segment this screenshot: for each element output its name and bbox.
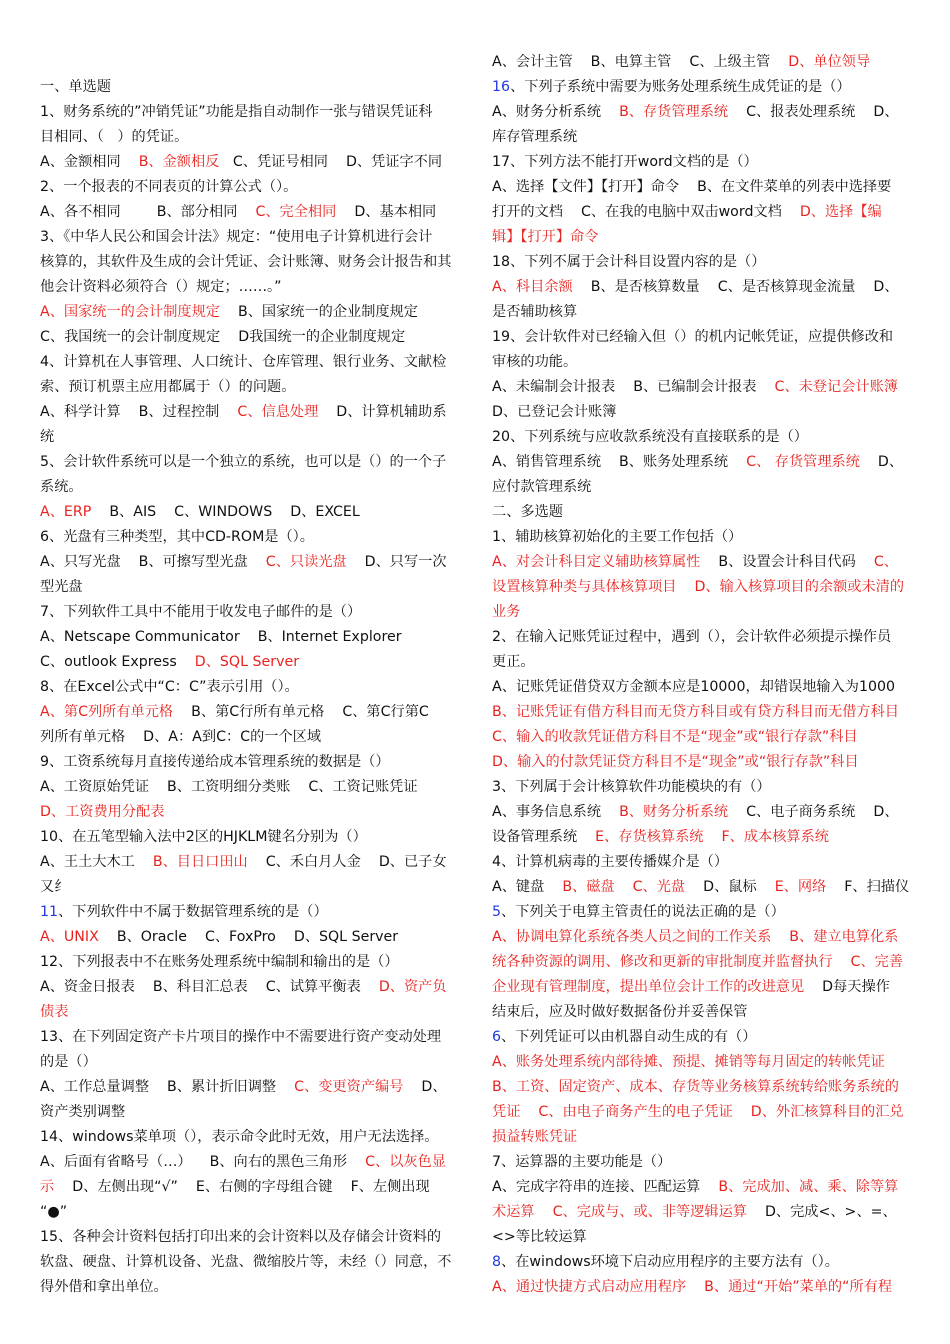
text-line [40,1050,460,1075]
text-line [40,300,460,325]
answer-text: B、存货管理系统 [619,104,729,120]
answer-text: C、以灰色显 [365,1154,446,1170]
question-text: 5、会计软件系统可以是一个独立的系统，也可以是（）的一个子 [40,454,447,470]
question-text: 审核的功能。 [492,354,578,370]
text-line [492,1000,912,1025]
question-text: 型光盘 [40,579,83,595]
question-text: 1、辅助核算初始化的主要工作包括（） [492,529,743,545]
text-line [492,150,912,175]
text-line [492,650,912,675]
text-line [492,175,912,200]
answer-text: B、磁盘 C、光盘 [562,879,686,895]
question-text: D、已登记会计账簿 [492,404,617,420]
text-line [492,1125,912,1150]
text-line [40,525,460,550]
answer-text: A、账务处理系统内部待摊、预提、摊销等每月固定的转帐凭证 [492,1054,885,1070]
answer-text: D、工资费用分配表 [40,804,165,820]
text-line [40,200,460,225]
question-text: 14、windows菜单项（），表示命令此时无效，用户无法选择。 [40,1129,439,1145]
answer-text: A、UNIX [40,929,99,945]
text-line [492,400,912,425]
text-line [40,1175,460,1200]
text-line [40,900,460,925]
question-text: 6、光盘有三种类型，其中CD-ROM是（）。 [40,529,314,545]
question-text: 9、工资系统每月直接传递给成本管理系统的数据是（） [40,754,390,770]
question-text: D、完成<、>、=、 [746,1204,897,1220]
text-line [40,1125,460,1150]
answer-text: 企业现有管理制度，提出单位会计工作的改进意见 [492,979,805,995]
answer-text: A、对会计科目定义辅助核算属性 [492,554,701,570]
question-text: 2、在输入记账凭证过程中，遇到（），会计软件必须提示操作员 [492,629,892,645]
answer-text: A、第C列所有单元格 [40,704,174,720]
question-number: 6 [492,1029,502,1045]
text-line [40,500,460,525]
text-line [40,1225,460,1250]
question-text: 15、各种会计资料包括打印出来的会计资料以及存储会计资料的 [40,1229,442,1245]
question-text: 统 [40,429,55,445]
question-text: A、资金日报表 B、科目汇总表 C、试算平衡表 [40,979,379,995]
question-text: A、会计主管 B、电算主管 C、上级主管 [492,54,789,70]
text-line [40,75,460,100]
question-text: C、凭证号相同 D、凭证字不同 [219,154,443,170]
text-line [492,575,912,600]
text-line [40,175,460,200]
text-line [492,200,912,225]
question-text: 核算的，其软件及生成的会计凭证、会计账簿、财务会计报告和其 [40,254,452,270]
question-text: A、事务信息系统 [492,804,620,820]
text-line [492,1075,912,1100]
answer-text: 辑】【打开】命令 [492,229,599,245]
text-line [492,1175,912,1200]
text-line [40,725,460,750]
answer-text: B、金额相反 [138,154,220,170]
text-line [492,125,912,150]
text-line [40,875,460,900]
answer-text: E、存货核算系统 F、成本核算系统 [595,829,829,845]
answer-text: D、输入的付款凭证贷方科目不是“现金”或“银行存款”科目 [492,754,859,770]
text-line [40,100,460,125]
question-text: 、下列关于电算主管责任的说法正确的是（） [501,904,785,920]
answer-text: 债表 [40,1004,69,1020]
question-text: A、记账凭证借贷双方金额本应是10000，却错误地输入为1000 [492,679,896,695]
text-line [492,875,912,900]
text-line [492,525,912,550]
text-line [492,1250,912,1275]
text-line [492,450,912,475]
text-line [492,750,912,775]
question-text: “●” [40,1204,68,1220]
question-text: 10、在五笔型输入法中2区的HJKLM键名分别为（） [40,829,367,845]
text-line [492,475,912,500]
question-text: A、未编制会计报表 B、已编制会计报表 [492,379,775,395]
text-line [40,950,460,975]
text-line [492,900,912,925]
question-text: 更正。 [492,654,535,670]
question-text: D、计算机辅助系 [318,404,447,420]
question-text: A、销售管理系统 B、账务处理系统 [492,454,747,470]
question-text: 19、会计软件对已经输入但（）的机内记帐凭证，应提供修改和 [492,329,894,345]
text-line [492,275,912,300]
question-text: <>等比较运算 [492,1229,587,1245]
answer-text: C、只读光盘 [265,554,347,570]
question-text: 7、下列软件工具中不能用于收发电子邮件的是（） [40,604,362,620]
question-text: B、是否核算数量 C、是否核算现金流量 D、 [572,279,899,295]
text-line [492,225,912,250]
text-line [492,1100,912,1125]
question-text: D、左侧出现“√” E、右侧的字母组合键 F、左侧出现 [54,1179,430,1195]
text-line [492,700,912,725]
text-line [492,1025,912,1050]
text-line [40,625,460,650]
text-line [40,1250,460,1275]
question-text: A、后面有省略号（…） B、向右的黑色三角形 [40,1154,366,1170]
question-text: A、只写光盘 B、可擦写型光盘 [40,554,266,570]
question-text: C、报表处理系统 D、 [728,104,899,120]
text-line [492,550,912,575]
question-text: 3、《中华人民公和国会计法》规定：“使用电子计算机进行会计 [40,229,433,245]
question-text: A、王土大木工 [40,854,153,870]
answer-text: B、目日口田山 [152,854,248,870]
question-text: 13、在下列固定资产卡片项目的操作中不需要进行资产变动处理 [40,1029,442,1045]
answer-text: D、单位领导 [788,54,871,70]
question-text: D、只写一次 [346,554,447,570]
question-text: 12、下列报表中不在账务处理系统中编制和输出的是（） [40,954,399,970]
question-text: 的是（） [40,1054,97,1070]
answer-text: C、 [873,554,898,570]
text-line [40,675,460,700]
question-text: A、完成字符串的连接、匹配运算 [492,1179,719,1195]
text-line [40,375,460,400]
text-line [492,725,912,750]
text-line [40,1275,460,1300]
text-line [40,325,460,350]
answer-text: B、财务分析系统 [619,804,729,820]
answer-text: C、未登记会计账簿 [774,379,898,395]
question-text: D每天操作 [804,979,890,995]
question-text: 、下列软件中不属于数据管理系统的是（） [58,904,328,920]
text-line [492,600,912,625]
left-column [40,75,460,1300]
text-line [40,750,460,775]
question-text: D、基本相同 [336,204,437,220]
text-line [492,950,912,975]
text-line [40,1075,460,1100]
question-text: 18、下列不属于会计科目设置内容的是（） [492,254,766,270]
answer-text: A、通过快捷方式启动应用程序 B、通过“开始”菜单的“所有程 [492,1279,893,1295]
question-text: 得外借和拿出单位。 [40,1279,168,1295]
text-line [40,975,460,1000]
answer-text: B、工资、固定资产、成本、存货等业务核算系统转给账务系统的 [492,1079,899,1095]
question-text: 、下列子系统中需要为账务处理系统生成凭证的是（） [510,79,851,95]
text-line [492,1275,912,1300]
question-text: 4、计算机病毒的主要传播媒介是（） [492,854,729,870]
question-text: 2、一个报表的不同表页的计算公式（）。 [40,179,298,195]
answer-text: 术运算 C、完成与、或、非等逻辑运算 [492,1204,747,1220]
text-line [40,1025,460,1050]
question-text: 4、计算机在人事管理、人口统计、仓库管理、银行业务、文献检 [40,354,447,370]
text-line [492,500,912,525]
question-number: 8 [492,1254,502,1270]
text-line [40,250,460,275]
question-text: 打开的文档 C、在我的电脑中双击word文档 [492,204,800,220]
text-line [492,350,912,375]
question-text: 、在windows环境下启动应用程序的主要方法有（）。 [501,1254,839,1270]
text-line [40,775,460,800]
text-line [40,1150,460,1175]
text-line [40,850,460,875]
text-line [40,700,460,725]
text-line [492,625,912,650]
question-text: B、国家统一的企业制度规定 [219,304,418,320]
text-line [40,575,460,600]
question-text: C、电子商务系统 D、 [728,804,899,820]
question-text: A、财务分析系统 [492,104,620,120]
text-line [492,775,912,800]
text-line [40,1000,460,1025]
answer-text: C、 存货管理系统 [746,454,860,470]
text-line [492,300,912,325]
text-line [40,600,460,625]
text-line [40,550,460,575]
question-text: 3、下列属于会计核算软件功能模块的有（） [492,779,771,795]
question-number: 5 [492,904,502,920]
question-text: C、我国统一的会计制度规定 D我国统一的企业制度规定 [40,329,406,345]
question-text: A、金额相同 [40,154,139,170]
question-text: 又纟 [40,879,69,895]
answer-text: A、ERP [40,504,92,520]
text-line [40,425,460,450]
answer-text: E、网络 [774,879,827,895]
text-line [40,450,460,475]
question-text: A、Netscape Communicator B、Internet Explorer [40,629,402,645]
answer-text: 凭证 C、由电子商务产生的电子凭证 D、外汇核算科目的汇兑 [492,1104,904,1120]
text-line [40,225,460,250]
question-text: A、各不相同 B、部分相同 [40,204,256,220]
text-line [492,50,912,75]
text-line [492,825,912,850]
question-number: 11 [40,904,59,920]
text-line [492,925,912,950]
question-text: B、AIS C、WINDOWS D、EXCEL [91,504,360,520]
question-text: 应付款管理系统 [492,479,592,495]
question-text: B、第C行所有单元格 C、第C行第C [173,704,429,720]
question-text: 软盘、硬盘、计算机设备、光盘、微缩胶片等，未经（）同意，不 [40,1254,452,1270]
answer-text: D、SQL Server [194,654,300,670]
answer-text: 损益转账凭证 [492,1129,578,1145]
text-line [492,325,912,350]
text-line [492,75,912,100]
answer-text: A、国家统一的会计制度规定 [40,304,220,320]
question-text: 索、预订机票主应用都属于（）的问题。 [40,379,296,395]
question-text: B、Oracle C、FoxPro D、SQL Server [98,929,399,945]
question-text: A、工资原始凭证 B、工资明细分类账 C、工资记账凭证 [40,779,418,795]
text-line [40,800,460,825]
question-text: 一、单选题 [40,79,111,95]
text-line [492,1150,912,1175]
question-text: 二、多选题 [492,504,563,520]
text-line [492,1200,912,1225]
question-text: 设备管理系统 [492,829,596,845]
right-column [492,50,912,1300]
question-text: 1、财务系统的”冲销凭证”功能是指自动制作一张与错误凭证科 [40,104,433,120]
answer-text: B、记账凭证有借方科目而无贷方科目或有贷方科目而无借方科目 [492,704,899,720]
text-line [492,1050,912,1075]
answer-text: A、协调电算化系统各类人员之间的工作关系 B、建立电算化系 [492,929,899,945]
question-text: A、科学计算 B、过程控制 [40,404,238,420]
question-text: 系统。 [40,479,83,495]
question-text: 他会计资料必须符合（）规定；……。” [40,279,282,295]
text-line [40,400,460,425]
answer-text: 统各种资源的调用、修改和更新的审批制度并监督执行 C、完善 [492,954,904,970]
text-line [492,850,912,875]
text-line [492,250,912,275]
question-text: C、禾白月人金 D、已子女 [247,854,447,870]
question-text: 、下列凭证可以由机器自动生成的有（） [501,1029,757,1045]
text-line [492,1225,912,1250]
text-line [40,350,460,375]
answer-text: B、完成加、减、乘、除等算 [718,1179,899,1195]
text-line [40,125,460,150]
answer-text: C、输入的收款凭证借方科目不是“现金”或“银行存款”科目 [492,729,858,745]
text-line [40,825,460,850]
text-line [492,675,912,700]
question-text: D、鼠标 [685,879,775,895]
question-text: B、设置会计科目代码 [700,554,874,570]
text-line [40,1200,460,1225]
answer-text: C、变更资产编号 [294,1079,404,1095]
text-line [492,975,912,1000]
question-text: A、工作总量调整 B、累计折旧调整 [40,1079,295,1095]
answer-text: D、资产负 [378,979,447,995]
question-text: F、扫描仪 [826,879,910,895]
question-text: C、outlook Express [40,654,195,670]
answer-text: 业务 [492,604,521,620]
text-line [40,150,460,175]
question-text: 20、下列系统与应收款系统没有直接联系的是（） [492,429,808,445]
question-text: A、选择【文件】【打开】命令 B、在文件菜单的列表中选择要 [492,179,892,195]
question-text: 资产类别调整 [40,1104,126,1120]
question-text: D、 [859,454,904,470]
answer-text: 设置核算种类与具体核算项目 D、输入核算项目的余额或未清的 [492,579,905,595]
question-text: 8、在Excel公式中“C：C”表示引用（）。 [40,679,299,695]
answer-text: C、完全相同 [255,204,337,220]
question-text: 17、下列方法不能打开word文档的是（） [492,154,758,170]
question-text: 列所有单元格 D、A：A到C：C的一个区域 [40,729,322,745]
question-number: 16 [492,79,511,95]
question-text: 7、运算器的主要功能是（） [492,1154,672,1170]
question-text: D、 [403,1079,447,1095]
answer-text: 示 [40,1179,55,1195]
answer-text: C、信息处理 [237,404,319,420]
question-text: 库存管理系统 [492,129,578,145]
text-line [40,1100,460,1125]
question-text: A、键盘 [492,879,563,895]
text-line [40,475,460,500]
text-line [40,925,460,950]
text-line [40,275,460,300]
answer-text: A、科目余额 [492,279,573,295]
text-line [492,375,912,400]
answer-text: D、选择【编 [799,204,882,220]
text-line [40,650,460,675]
question-text: 结束后，应及时做好数据备份并妥善保管 [492,1004,748,1020]
text-line [492,425,912,450]
question-text: 是否辅助核算 [492,304,578,320]
text-line [492,800,912,825]
text-line [492,100,912,125]
question-text: 目相同、（ ）的凭证。 [40,129,189,145]
